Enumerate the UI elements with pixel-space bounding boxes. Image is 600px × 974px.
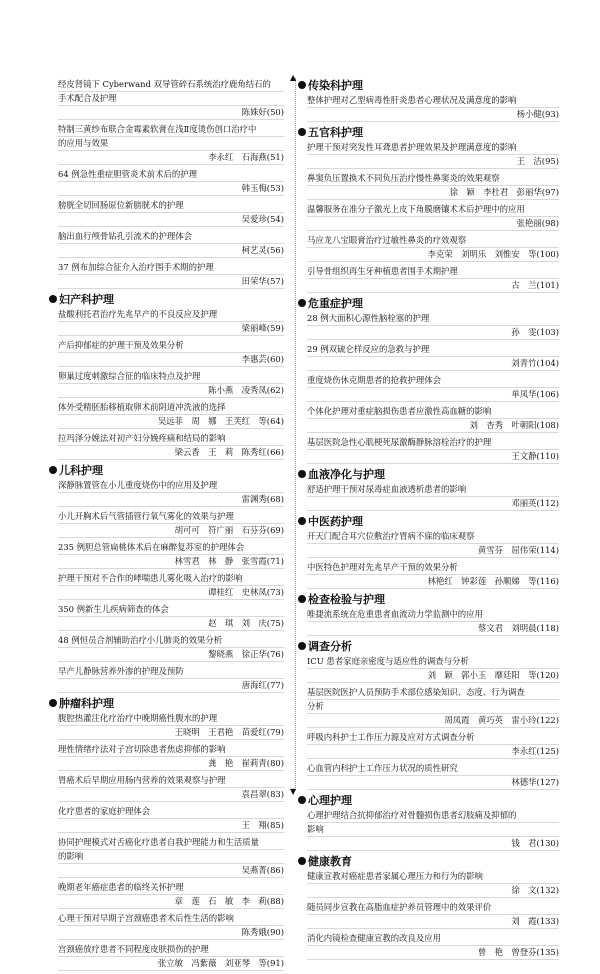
entry-title-line: 的影响 [58, 850, 284, 864]
entry-title-line: 卵巢过度刺激综合征的临床特点及护理 [58, 370, 284, 384]
entry-author-page: 李克荣 刘明乐 刘惟安 等(100) [307, 248, 559, 262]
entry-author-page: 胡可可 符广丽 石芬芬(69) [58, 524, 284, 538]
toc-entry[interactable] [307, 172, 559, 200]
entry-title-line: 早产儿静脉营养外渗的护理及预防 [58, 665, 284, 679]
toc-entry[interactable] [307, 762, 559, 790]
toc-entry[interactable] [58, 603, 284, 631]
section-heading-text: 心理护理 [308, 794, 352, 807]
divider-top-arrow-icon: ▲ [290, 73, 297, 82]
entry-author-page: 李永红 石海燕(51) [58, 151, 284, 165]
toc-entry[interactable] [58, 78, 284, 120]
toc-column-right [307, 78, 559, 963]
toc-entry[interactable] [58, 912, 284, 940]
entry-author-page: 王文静(110) [307, 450, 559, 464]
entry-title-line: 29 例双硫仑样反应的急救与护理 [307, 343, 559, 357]
section-heading [49, 292, 284, 308]
section-heading [49, 696, 284, 712]
entry-title-line: 鼻窦负压置换术不同负压治疗慢性鼻窦炎的效果观察 [307, 172, 559, 186]
toc-entry[interactable] [58, 510, 284, 538]
entry-author-page: 张艳丽(98) [307, 217, 559, 231]
entry-author-page: 吴燕菁(86) [58, 864, 284, 878]
entry-title-line: 膀胱全切回肠原位新膀胱术的护理 [58, 199, 284, 213]
entry-author-page: 徐 颖 李杜君 彭丽华(97) [307, 186, 559, 200]
section-heading [298, 514, 559, 530]
entry-author-page: 蔡文君 刘明晨(118) [307, 622, 559, 636]
entry-author-page: 刘 杏秀 叶朝阳(108) [307, 419, 559, 433]
entry-title-line: 深静脉置管在小儿重度烧伤中的应用及护理 [58, 479, 284, 493]
entry-author-page: 章 莲 石 敏 李 莉(88) [58, 895, 284, 909]
entry-author-page: 林艳红 钟彩莲 孙顺娣 等(116) [307, 575, 559, 589]
bullet-icon [298, 796, 306, 804]
entry-author-page: 王 洁(95) [307, 155, 559, 169]
toc-entry[interactable] [58, 401, 284, 429]
toc-entry[interactable] [58, 370, 284, 398]
entry-title-line: 引导骨组织再生牙种植患者围手术期护理 [307, 265, 559, 279]
entry-author-page: 吴爱珍(54) [58, 213, 284, 227]
entry-author-page: 陈姝好(50) [58, 106, 284, 120]
section-heading-text: 检查检验与护理 [308, 593, 385, 606]
entry-title-line: 37 例布加综合征介入治疗围手术期的护理 [58, 261, 284, 275]
bullet-icon [298, 517, 306, 525]
entry-title-line: 产后抑郁症的护理干预及效果分析 [58, 339, 284, 353]
entry-title-line: 胃癌术后早期应用肠内营养的效果观察与护理 [58, 774, 284, 788]
toc-entry[interactable] [307, 265, 559, 293]
toc-entry[interactable] [58, 774, 284, 802]
entry-title-line: 护理干预对突发性耳聋患者护理效果及护理满意度的影响 [307, 141, 559, 155]
toc-entry[interactable] [58, 712, 284, 740]
entry-author-page: 袁昌翠(83) [58, 788, 284, 802]
section-heading [298, 125, 559, 141]
entry-title-line: 随员同步宣教在高脂血症护养员管理中的效果评价 [307, 901, 559, 915]
section-heading-text: 五官科护理 [308, 126, 363, 139]
toc-entry[interactable] [58, 541, 284, 569]
section-heading-text: 中医药护理 [308, 515, 363, 528]
toc-entry[interactable] [58, 479, 284, 507]
bullet-icon [298, 642, 306, 650]
divider-bottom-arrow-icon: ▼ [290, 787, 297, 796]
section-heading-text: 血液净化与护理 [308, 468, 385, 481]
section-heading-text: 传染科护理 [308, 79, 363, 92]
toc-entry[interactable] [307, 901, 559, 929]
bullet-icon [298, 299, 306, 307]
entry-author-page: 柯艺灵(56) [58, 244, 284, 258]
section-heading [298, 296, 559, 312]
section-heading-text: 健康教育 [308, 855, 352, 868]
entry-author-page: 单凤华(106) [307, 388, 559, 402]
entry-author-page: 黄雪芬 屈伟荣(114) [307, 544, 559, 558]
entry-title-line: 64 例急性重症胆管炎术前术后的护理 [58, 168, 284, 182]
bullet-icon [49, 295, 57, 303]
entry-author-page: 张立敏 冯紫薇 刘亚琴 等(91) [58, 957, 284, 971]
entry-author-page: 王 翔(85) [58, 819, 284, 833]
entry-author-page: 邓丽英(112) [307, 497, 559, 511]
entry-title-line: 分析 [307, 700, 559, 714]
entry-author-page: 黎晓燕 徐正华(76) [58, 648, 284, 662]
entry-title-line: 中医特色护理对先兆早产干预的效果分析 [307, 561, 559, 575]
toc-entry[interactable] [307, 655, 559, 683]
section-heading-text: 危重症护理 [308, 297, 363, 310]
entry-title-line: 温馨服务在准分子激光上皮下角膜磨镶术术后护理中的应用 [307, 203, 559, 217]
entry-author-page: 陈小燕 凌秀凤(62) [58, 384, 284, 398]
entry-author-page: 刘青竹(104) [307, 357, 559, 371]
entry-title-line: 呼吸内科护士工作压力源及应对方式调查分析 [307, 731, 559, 745]
section-heading-text: 妇产科护理 [59, 293, 114, 306]
entry-title-line: 宫颈癌放疗患者不同程度皮肤损伤的护理 [58, 943, 284, 957]
toc-entry[interactable] [58, 339, 284, 367]
bullet-icon [298, 857, 306, 865]
toc-entry[interactable] [307, 312, 559, 340]
entry-author-page: 赵 琪 刘 庆(75) [58, 617, 284, 631]
toc-entry[interactable] [58, 123, 284, 165]
entry-author-page: 林德华(127) [307, 776, 559, 790]
entry-title-line: 特制三黄纱布联合金霉素软膏在浅Ⅱ度烫伤创口治疗中 [58, 123, 284, 137]
section-heading [49, 463, 284, 479]
section-heading-text: 肿瘤科护理 [59, 697, 114, 710]
entry-title-line: 脑出血行颅骨钻孔引流术的护理体会 [58, 230, 284, 244]
toc-entry[interactable] [307, 436, 559, 464]
entry-title-line: 护理干预对不合作的哮喘患儿雾化吸入治疗的影响 [58, 572, 284, 586]
entry-title-line: 影响 [307, 823, 559, 837]
entry-title-line: 舒适护理干预对尿毒症血液透析患者的影响 [307, 483, 559, 497]
entry-title-line: 化疗患者的家庭护理体会 [58, 805, 284, 819]
entry-title-line: 48 例恒员合剂辅助治疗小儿肺炎的效果分析 [58, 634, 284, 648]
entry-title-line: ICU 患者家庭亲密度与适应性的调查与分析 [307, 655, 559, 669]
entry-title-line: 28 例大面积心源性脑栓塞的护理 [307, 312, 559, 326]
entry-author-page: 徐 文(132) [307, 884, 559, 898]
toc-entry[interactable] [307, 809, 559, 851]
toc-entry[interactable] [307, 343, 559, 371]
toc-entry[interactable] [58, 230, 284, 258]
entry-author-page: 唐海红(77) [58, 679, 284, 693]
entry-title-line: 体外受精胚胎移植取卵术前阴道冲洗液的选择 [58, 401, 284, 415]
toc-entry[interactable] [58, 805, 284, 833]
section-heading-text: 儿科护理 [59, 464, 103, 477]
entry-title-line: 心理护理结合抗抑郁治疗对骨髓损伤患者幻肢痛及抑郁的 [307, 809, 559, 823]
entry-title-line: 协同护理模式对舌癌化疗患者自我护理能力和生活质量 [58, 836, 284, 850]
entry-author-page: 田荣华(57) [58, 275, 284, 289]
entry-title-line: 健康宣教对癌症患者家属心理压力和行为的影响 [307, 870, 559, 884]
toc-entry[interactable] [58, 432, 284, 460]
entry-title-line: 的应用与效果 [58, 137, 284, 151]
entry-author-page: 刘 霞(133) [307, 915, 559, 929]
toc-entry[interactable] [307, 530, 559, 558]
entry-author-page: 杨小健(93) [307, 108, 559, 122]
bullet-icon [298, 81, 306, 89]
toc-entry[interactable] [58, 168, 284, 196]
bullet-icon [298, 470, 306, 478]
toc-entry[interactable] [58, 572, 284, 600]
toc-entry[interactable] [307, 203, 559, 231]
entry-title-line: 盐酸利托君治疗先兆早产的不良反应及护理 [58, 308, 284, 322]
bullet-icon [298, 595, 306, 603]
toc-entry[interactable] [307, 374, 559, 402]
entry-title-line: 重度烧伤休克期患者的抢救护理体会 [307, 374, 559, 388]
entry-title-line: 马应龙八宝眼膏治疗过敏性鼻炎的疗效观察 [307, 234, 559, 248]
toc-entry[interactable] [307, 94, 559, 122]
entry-title-line: 拉玛泽分娩法对初产妇分娩疼痛和结局的影响 [58, 432, 284, 446]
entry-title-line: 基层医院医护人员预防手术部位感染知识、态度、行为调查 [307, 686, 559, 700]
entry-title-line: 整体护理对乙型病毒性肝炎患者心理状况及满意度的影响 [307, 94, 559, 108]
section-heading [298, 639, 559, 655]
toc-column-left [58, 78, 284, 974]
toc-entry[interactable] [58, 881, 284, 909]
entry-author-page: 吴远菲 周 娜 王芙红 等(64) [58, 415, 284, 429]
section-heading [298, 793, 559, 809]
toc-entry[interactable] [58, 665, 284, 693]
toc-entry[interactable] [58, 199, 284, 227]
entry-author-page: 林雪君 林 静 张雪霞(71) [58, 555, 284, 569]
entry-title-line: 唯捷流系统在危重患者血流动力学监测中的应用 [307, 608, 559, 622]
toc-entry[interactable] [58, 836, 284, 878]
entry-title-line: 心血管内科护士工作压力状况的质性研究 [307, 762, 559, 776]
entry-title-line: 235 例胆总管扁桃体术后在麻醉复苏室的护理体会 [58, 541, 284, 555]
entry-title-line: 350 例新生儿疾病筛查的体会 [58, 603, 284, 617]
toc-entry[interactable] [58, 308, 284, 336]
entry-author-page: 王晓明 王君艳 苗爱红(79) [58, 726, 284, 740]
entry-title-line: 经皮肾镜下 Cyberwand 双导管碎石系统治疗鹿角结石的 [58, 78, 284, 92]
entry-author-page: 龚 艳 崔莉青(80) [58, 757, 284, 771]
toc-entry[interactable] [58, 634, 284, 662]
entry-title-line: 晚期老年癌症患者的临终关怀护理 [58, 881, 284, 895]
entry-title-line: 理性情绪疗法对子宫切除患者焦虑抑郁的影响 [58, 743, 284, 757]
section-heading-text: 调查分析 [308, 640, 352, 653]
bullet-icon [49, 699, 57, 707]
entry-author-page: 钱 君(130) [307, 837, 559, 851]
toc-entry[interactable] [58, 943, 284, 971]
entry-title-line: 基层医院急性心肌梗死尿激酶静脉溶栓治疗的护理 [307, 436, 559, 450]
entry-author-page: 孙 雯(103) [307, 326, 559, 340]
toc-entry[interactable] [307, 608, 559, 636]
entry-title-line: 开天门配合耳穴位敷治疗胃病不寐的临床观察 [307, 530, 559, 544]
entry-author-page: 梁云香 王 莉 陈秀红(66) [58, 446, 284, 460]
section-heading [298, 78, 559, 94]
bullet-icon [298, 128, 306, 136]
entry-author-page: 曾 艳 曾登芬(135) [307, 946, 559, 960]
entry-author-page: 谭桂红 史林凤(73) [58, 586, 284, 600]
entry-title-line: 心理干预对早期子宫颈癌患者术后性生活的影响 [58, 912, 284, 926]
entry-author-page: 李永红(125) [307, 745, 559, 759]
entry-author-page: 雷渊秀(68) [58, 493, 284, 507]
toc-entry[interactable] [307, 483, 559, 511]
section-heading [298, 592, 559, 608]
toc-entry[interactable] [307, 932, 559, 960]
toc-entry[interactable] [307, 405, 559, 433]
toc-entry[interactable] [307, 686, 559, 728]
entry-title-line: 小儿开胸术后气管插管行氧气雾化的效果与护理 [58, 510, 284, 524]
toc-entry[interactable] [307, 731, 559, 759]
entry-author-page: 刘 颖 郭小玉 靡廷阳 等(120) [307, 669, 559, 683]
section-heading [298, 467, 559, 483]
entry-title-line: 个体化护理对重症脑损伤患者应激性高血糖的影响 [307, 405, 559, 419]
entry-author-page: 韩玉梅(53) [58, 182, 284, 196]
entry-author-page: 周凤霞 黄巧英 雷小玲(122) [307, 714, 559, 728]
entry-title-line: 手术配合及护理 [58, 92, 284, 106]
section-heading [298, 854, 559, 870]
toc-entry[interactable] [307, 561, 559, 589]
bullet-icon [49, 466, 57, 474]
entry-title-line: 腹腔热灌注化疗治疗中晚期癌性腹水的护理 [58, 712, 284, 726]
toc-entry[interactable] [307, 234, 559, 262]
entry-author-page: 李惠芸(60) [58, 353, 284, 367]
entry-author-page: 古 兰(101) [307, 279, 559, 293]
entry-title-line: 消化内镜检查健康宣教的改良及应用 [307, 932, 559, 946]
toc-entry[interactable] [307, 870, 559, 898]
toc-entry[interactable] [58, 743, 284, 771]
column-divider [295, 78, 296, 790]
toc-entry[interactable] [307, 141, 559, 169]
entry-author-page: 梁丽峰(59) [58, 322, 284, 336]
entry-author-page: 陈秀娥(90) [58, 926, 284, 940]
toc-entry[interactable] [58, 261, 284, 289]
